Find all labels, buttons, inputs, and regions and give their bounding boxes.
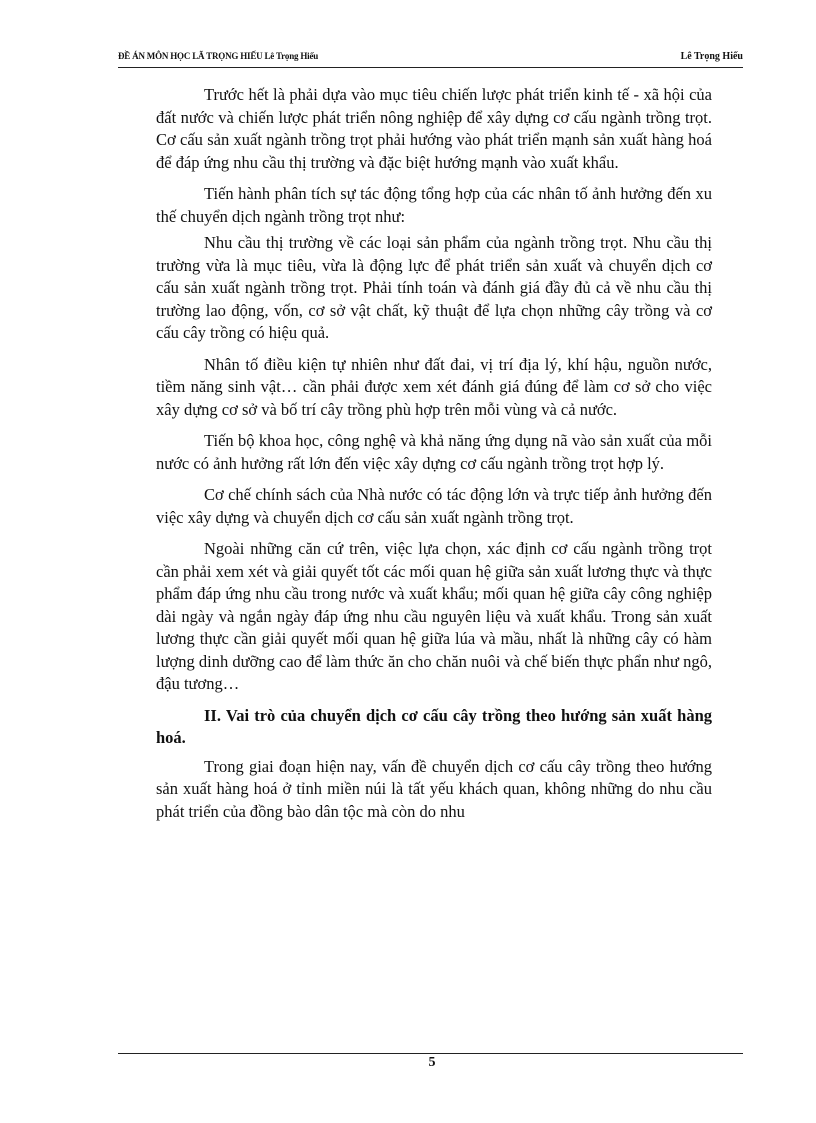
paragraph-market-demand: Nhu cầu thị trường về các loại sản phẩm của ngành trồng trọt. Nhu cầu thị trường vừa là mục tiêu, vừa là động lực để phát triển sản xuất và chuyển dịch cơ cấu sản xuất ngành trồng trọt. Phải tính toán và đánh giá đầy đủ cả về nhu cầu thị trường lao động, vốn, cơ sở vật chất, kỹ thuật để lựa chọn những cây trồng và cơ cấu cây trồng có hiệu quả. bbox=[156, 233, 712, 342]
page-number: 5 bbox=[428, 1055, 436, 1070]
document-body bbox=[156, 84, 712, 832]
paragraph-strategic-goals: Trước hết là phải dựa vào mục tiêu chiến lược phát triển kinh tế - xã hội của đất nước và chiến lược phát triển nông nghiệp để xây dựng cơ cấu ngành trồng trọt. Cơ cấu sản xuất ngành trồng trọt phải hướng vào phát triển mạnh sản xuất hàng hoá để đáp ứng nhu cầu thị trường và đặc biệt hướng mạnh vào xuất khẩu. bbox=[156, 85, 712, 172]
paragraph-relationships: Ngoài những căn cứ trên, việc lựa chọn, xác định cơ cấu ngành trồng trọt cần phải xem xét và giải quyết tốt các mối quan hệ giữa sản xuất lương thực và thực phẩm đáp ứng nhu cầu trong nước và xuất khẩu; mối quan hệ giữa cây công nghiệp dài ngày và ngắn ngày đáp ứng nhu cầu nguyên liệu và xuất khẩu. Trong sản xuất lương thực cần giải quyết mối quan hệ giữa lúa và mầu, nhất là những cây có hàm lượng dinh dưỡng cao để làm thức ăn cho chăn nuôi và chế biến thực phẩn như ngô, đậu tương… bbox=[156, 539, 712, 693]
paragraph-science-technology: Tiến bộ khoa học, công nghệ và khả năng ứng dụng nã vào sản xuất của mỗi nước có ảnh hưởng rất lớn đến việc xây dựng cơ cấu ngành trồng trọt hợp lý. bbox=[156, 431, 712, 473]
paragraph-natural-conditions: Nhân tố điều kiện tự nhiên như đất đai, vị trí địa lý, khí hậu, nguồn nước, tiềm năng sinh vật… cần phải được xem xét đánh giá đúng để làm cơ sở cho việc xây dựng cơ sở và bố trí cây trồng phù hợp trên mỗi vùng và cả nước. bbox=[156, 354, 712, 419]
header-left-title: ĐỀ ÁN MÔN HỌC LÃ TRỌNG HIẾU Lê Trọng Hiếu bbox=[118, 51, 319, 61]
paragraph-factor-analysis: Tiến hành phân tích sự tác động tổng hợp của các nhân tố ảnh hưởng đến xu thế chuyển dịch ngành trồng trọt như: bbox=[156, 184, 712, 226]
page-header bbox=[118, 49, 743, 68]
section-heading: II. Vai trò của chuyển dịch cơ cấu cây trồng theo hướng sản xuất hàng hoá. bbox=[156, 705, 712, 747]
paragraph-state-policy: Cơ chế chính sách của Nhà nước có tác động lớn và trực tiếp ảnh hưởng đến việc xây dựng và chuyển dịch cơ cấu sản xuất ngành trồng trọt. bbox=[156, 485, 712, 527]
header-right-author: Lê Trọng Hiếu bbox=[680, 51, 743, 62]
footer-divider bbox=[118, 1053, 743, 1054]
paragraph-current-period: Trong giai đoạn hiện nay, vấn đề chuyển dịch cơ cấu cây trồng theo hướng sản xuất hàng hoá ở tỉnh miền núi là tất yếu khách quan, không những do nhu cầu phát triển của đồng bào dân tộc mà còn do nhu bbox=[156, 756, 712, 821]
